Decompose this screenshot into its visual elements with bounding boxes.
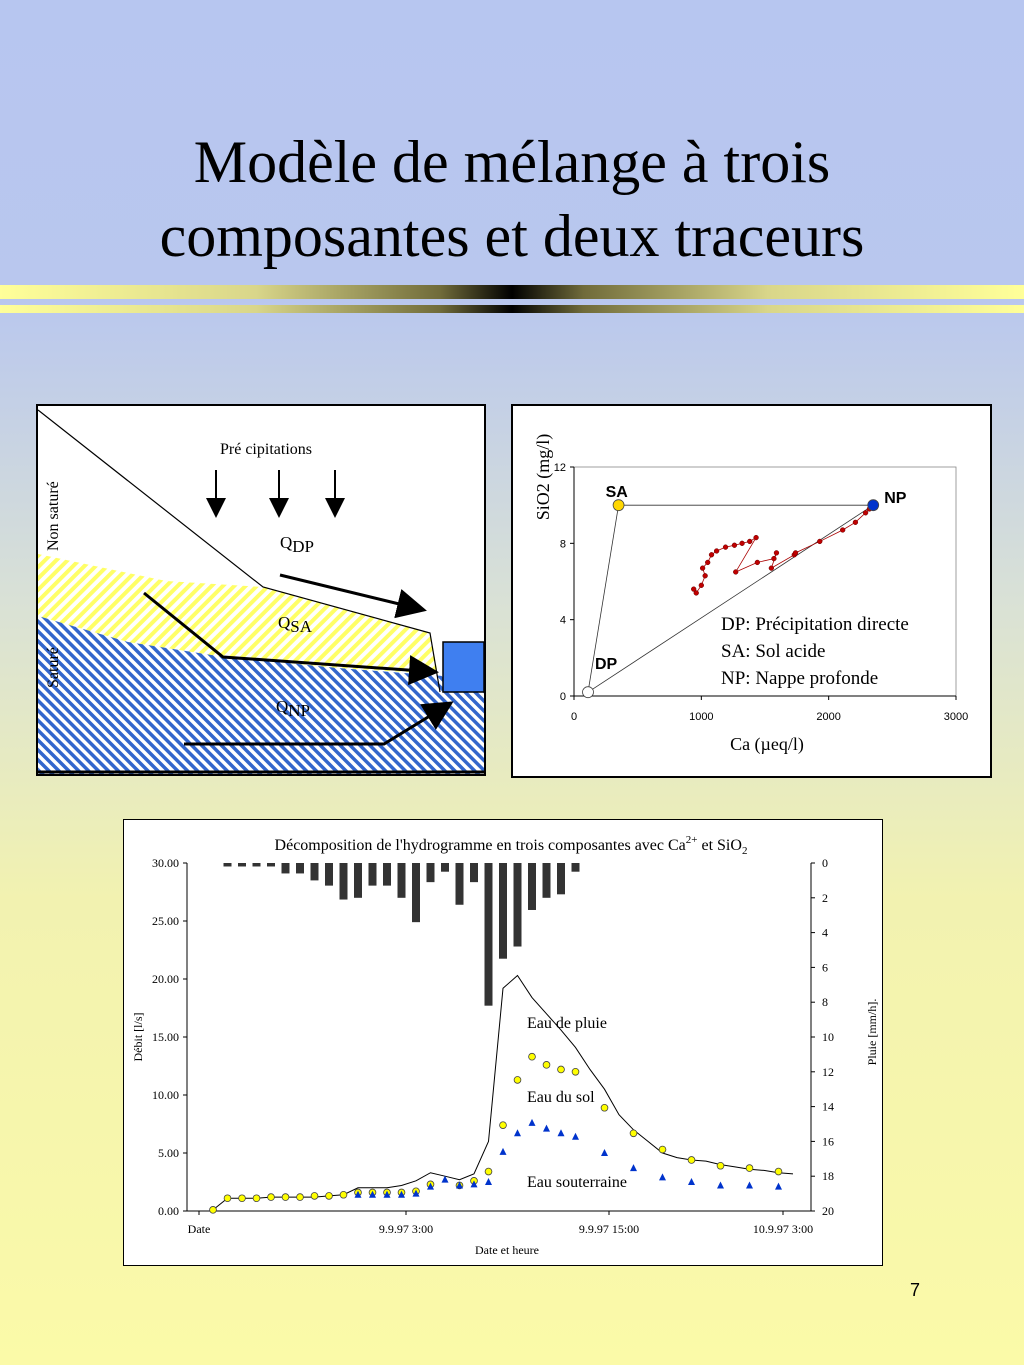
y-axis-label: Débit [l/s] [131,1012,145,1062]
sample-point [723,545,728,550]
y2-tick-label: 10 [822,1030,834,1044]
slide-title [0,125,1024,273]
sample-point [703,573,708,578]
chart-title: Décomposition de l'hydrogramme en trois composantes avec $Ca^{2+}$ et SiO$_2$ [274,834,748,857]
soil-water-point [688,1157,695,1164]
soil-water-point [326,1193,333,1200]
rain-bar [340,863,348,900]
y2-tick-label: 14 [822,1099,834,1114]
y-tick-label: 15.00 [152,1030,179,1044]
stream-water [443,642,484,692]
rain-bar [572,863,580,872]
rain-bar [253,863,261,866]
y-tick-label: 30.00 [152,856,179,870]
sample-point [747,539,752,544]
rain-bar [427,863,435,882]
sample-point [772,556,777,561]
x-tick-label: 10.9.97 3:00 [752,1222,814,1236]
legend-entry: DP: Précipitation directe [721,614,909,635]
soil-water-point [775,1168,782,1175]
x-tick-label: Date [187,1222,211,1236]
y2-tick-label: 2 [822,890,828,905]
soil-water-point [282,1194,289,1201]
endmember-label-dp: DP [595,656,618,674]
rain-bar [282,863,290,873]
rain-bar [456,863,464,905]
sample-point [769,566,774,571]
x-tick-label: 3000 [943,711,969,723]
decorative-stripe-bottom [0,305,1024,313]
rain-bar [296,863,304,873]
groundwater-point [529,1119,536,1126]
soil-water-point [210,1206,217,1213]
sample-point [732,543,737,548]
rain-bar [499,863,507,959]
sample-point [793,550,798,555]
y2-tick-label: 4 [822,925,828,940]
rain-bar [441,863,449,872]
y2-tick-label: 20 [822,1204,834,1218]
sample-point [755,560,760,565]
y2-tick-label: 18 [822,1169,834,1184]
sample-point [863,510,868,515]
sample-point [733,570,738,575]
sample-point [817,539,822,544]
rain-bar [311,863,319,880]
sample-point [705,560,710,565]
rain-bar [238,863,246,866]
precipitations-label: Pré cipitations [220,441,312,458]
y2-tick-label: 6 [822,960,828,975]
rain-bar [354,863,362,898]
rain-bar [267,863,275,866]
soil-water-point [659,1146,666,1153]
x-tick-label: 1000 [689,711,714,723]
y2-tick-label: 16 [822,1134,834,1149]
series-annotation: Eau de pluie [527,1015,607,1032]
soil-water-point [529,1053,536,1060]
mixing-triangle [588,505,873,692]
y2-tick-label: 0 [822,856,828,870]
groundwater-point [543,1125,550,1132]
soil-water-point [558,1066,565,1073]
soil-water-point [340,1191,347,1198]
soil-water-point [543,1061,550,1068]
groundwater-point [775,1183,782,1190]
y2-tick-label: 12 [822,1064,834,1079]
soil-water-point [572,1068,579,1075]
sample-trajectory [694,509,870,593]
soil-water-point [717,1162,724,1169]
y-tick-label: 0 [559,691,566,703]
q-dp-label: QDP [280,533,315,556]
soil-water-point [297,1194,304,1201]
soil-water-point [268,1194,275,1201]
mixing-scatter-chart [513,406,990,776]
groundwater-point [485,1178,492,1185]
groundwater-point [500,1148,507,1155]
y2-axis-label: Pluie [mm/h]. [865,998,879,1066]
groundwater-point [558,1129,565,1136]
endmember-label-np: NP [884,490,907,508]
q-sa-label: QSA [278,613,313,636]
groundwater-point [630,1164,637,1171]
soil-water-point [485,1168,492,1175]
hydrograph-panel [123,819,883,1266]
rain-bar [470,863,478,882]
sample-point [754,535,759,540]
title-line-1: Modèle de mélange à trois [193,129,831,195]
x-axis-label: Date et heure [475,1243,539,1257]
groundwater-point [688,1178,695,1185]
hillslope-schematic [38,406,484,774]
rain-bar [398,863,406,898]
legend-entry: NP: Nappe profonde [721,668,879,689]
groundwater-point [572,1133,579,1140]
series-annotation: Eau souterraine [527,1174,627,1191]
soil-water-point [601,1104,608,1111]
x-axis-label: Ca (µeq/l) [730,734,804,754]
rain-bar [412,863,420,922]
soil-water-point [746,1165,753,1172]
y-tick-label: 20.00 [152,972,179,986]
rain-bar [543,863,551,898]
rain-bar [557,863,565,894]
soil-water-point [514,1077,521,1084]
y-tick-label: 4 [559,614,566,627]
series-annotation: Eau du sol [527,1089,595,1106]
soil-water-point [630,1130,637,1137]
groundwater-point [746,1181,753,1188]
y-tick-label: 10.00 [152,1088,179,1102]
sample-point [853,520,858,525]
page-number: 7 [910,1280,921,1300]
sample-point [709,552,714,557]
hillslope-schematic-panel [36,404,486,776]
sample-point [774,550,779,555]
y-tick-label: 0.00 [158,1204,179,1218]
legend-entry: SA: Sol acide [721,641,826,662]
y2-tick-label: 8 [822,995,828,1010]
sample-point [740,541,745,546]
y-axis-label: SiO2 (mg/l) [533,433,553,521]
y-tick-label: 12 [553,462,566,474]
soil-water-point [253,1195,260,1202]
endmember-np [868,500,879,511]
sample-point [700,566,705,571]
sample-point [840,528,845,533]
rain-bar [224,863,232,866]
non-sature-label: Non saturé [45,481,62,551]
mixing-diagram-panel [511,404,992,778]
rain-bar [325,863,333,886]
x-tick-label: 0 [570,711,578,723]
sample-point [714,549,719,554]
y-tick-label: 25.00 [152,914,179,928]
groundwater-point [514,1129,521,1136]
soil-water-point [500,1122,507,1129]
title-line-2: composantes et deux traceurs [159,203,865,269]
total-flow-line [213,976,793,1210]
groundwater-point [601,1149,608,1156]
sample-point [694,591,699,596]
sature-label: Saturé [45,647,62,688]
x-tick-label: 9.9.97 15:00 [578,1222,640,1236]
rain-bar [369,863,377,886]
rain-bar [485,863,493,1006]
rain-bar [528,863,536,910]
groundwater-point [717,1181,724,1188]
sample-point [699,583,704,588]
y-tick-label: 8 [559,538,566,551]
q-np-label: QNP [276,697,311,720]
hydrograph-chart [124,820,882,1265]
endmember-label-sa: SA [605,484,628,502]
soil-water-point [311,1193,318,1200]
soil-water-point [224,1195,231,1202]
endmember-sa [613,500,624,511]
x-tick-label: 2000 [816,711,841,723]
groundwater-point [659,1173,666,1180]
x-tick-label: 9.9.97 3:00 [378,1222,434,1236]
decorative-stripe-top [0,285,1024,299]
soil-water-point [239,1195,246,1202]
y-tick-label: 5.00 [158,1146,179,1160]
rain-bar [383,863,391,886]
rain-bar [514,863,522,947]
endmember-dp [583,687,594,698]
